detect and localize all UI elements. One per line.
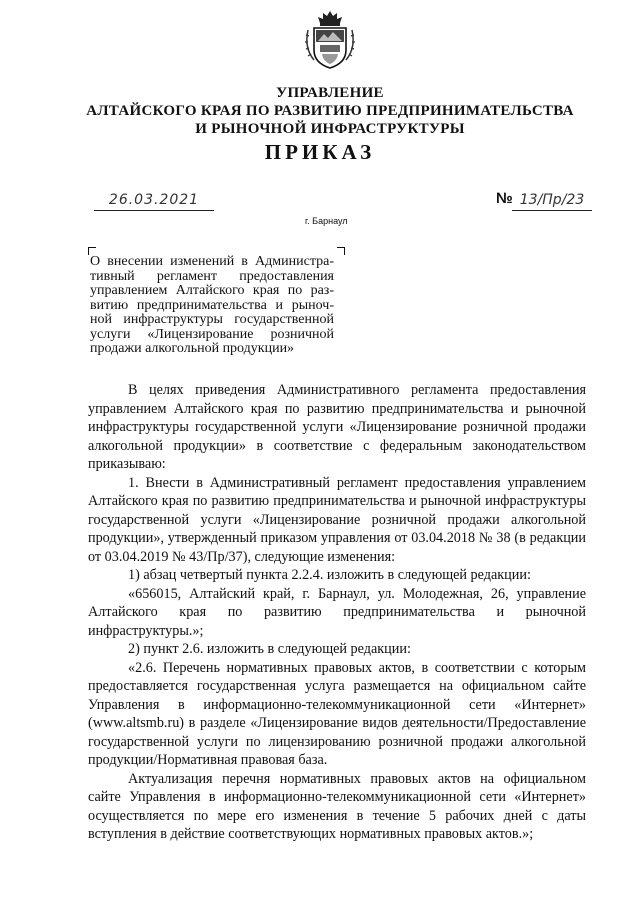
org-line-3: И РЫНОЧНОЙ ИНФРАСТРУКТУРЫ (195, 121, 465, 137)
subject-line: О внесении изменений в Администра- (90, 254, 334, 269)
order-subject (90, 255, 334, 357)
coat-of-arms-icon (300, 8, 360, 70)
city: г. Барнаул (305, 216, 348, 226)
organization-header (60, 84, 600, 138)
order-number-label: № (496, 190, 513, 207)
item-1-1-text-paragraph: «656015, Алтайский край, г. Барнаул, ул. Молодежная, 26, управление Алтайского края по развитию предпринимательства и рыночной инфраструктуры.»; (88, 585, 586, 639)
order-date: 26.03.2021 (94, 192, 214, 211)
document-title: ПРИКАЗ (264, 140, 376, 164)
preamble-paragraph: В целях приведения Административного регламента предоставления управлением Алтайского края по развитию предпринимательства и рыночной инфраструктуры государственной услуги «Лицензирование розничной продажи алкогольной продукции» в соответствие с федеральным законодательством приказываю: (88, 382, 586, 472)
org-line-2: АЛТАЙСКОГО КРАЯ ПО РАЗВИТИЮ ПРЕДПРИНИМАТЕЛЬСТВА (86, 103, 574, 119)
subject-line: тивный регламент предоставления (90, 268, 334, 284)
item-1-2-text2-paragraph: Актуализация перечня нормативных правовых актов на официальном сайте Управления в информационно-телекоммуникационной сети «Интернет» осуществляется по мере его изменения в течение 5 рабочих дней с даты вступления в действие соответствующих нормативных правовых актов.»; (88, 770, 586, 842)
org-line-1: УПРАВЛЕНИЕ (276, 85, 384, 101)
subject-bracket-right (337, 247, 345, 255)
subject-line: витию предпринимательства и рыноч- (90, 297, 334, 313)
item-1-2-text-paragraph: «2.6. Перечень нормативных правовых актов, в соответствии с которым предоставляется государственная услуга размещается на официальном сайте Управления в информационно-телекоммуникационной сети «Интернет» (www.altsmb.ru) в разделе «Лицензирование видов деятельности/Предоставление государственной услуги по лицензированию розничной продажи алкогольной продукции/Нормативная правовая база. (88, 659, 586, 768)
subject-line: ной инфраструктуры государственной (90, 312, 334, 327)
item-1-2-paragraph: 2) пункт 2.6. изложить в следующей редакции: (128, 641, 411, 657)
item-1-1-paragraph: 1) абзац четвертый пункта 2.2.4. изложить в следующей редакции: (128, 567, 531, 583)
order-number: 13/Пр/23 (512, 192, 592, 211)
item-1-paragraph: 1. Внести в Административный регламент предоставления управлением Алтайского края по развитию предпринимательства и рыночной инфраструктуры государственной услуги «Лицензирование розничной продажи алкогольной продукции», утвержденный приказом управления от 03.04.2018 № 38 (в редакции от 03.04.2019 № 43/Пр/37), следующие изменения: (88, 474, 586, 565)
subject-line: услуги «Лицензирование розничной (90, 326, 334, 342)
order-body (88, 381, 586, 844)
subject-line: продажи алкогольной продукции» (90, 341, 295, 356)
subject-line: управлением Алтайского края по раз- (90, 283, 334, 298)
